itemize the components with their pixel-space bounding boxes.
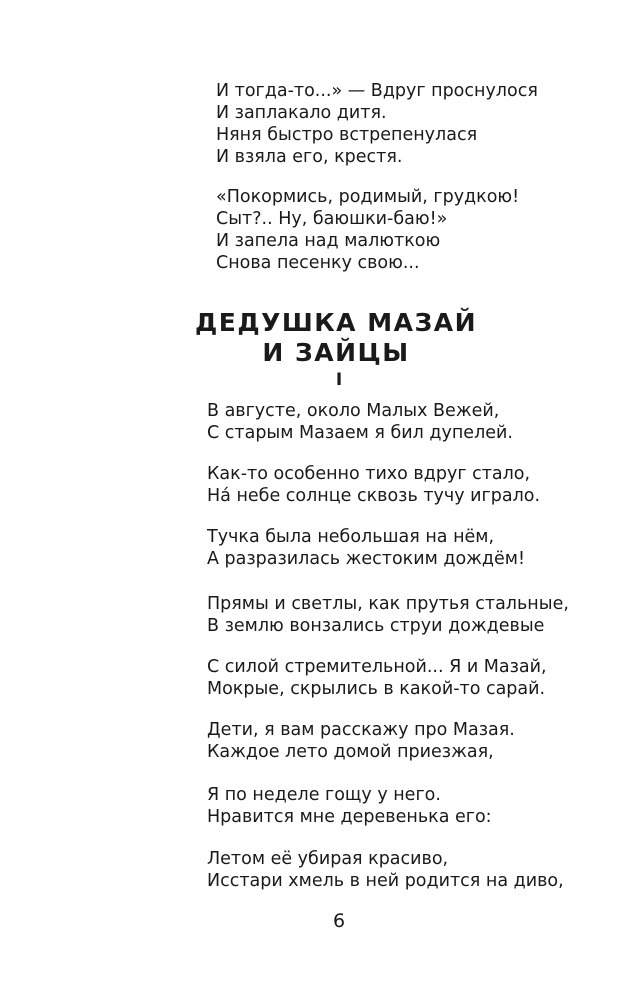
verse-line: Летом её убирая красиво, bbox=[207, 849, 449, 869]
poem-title-line-2: И ЗАЙЦЫ bbox=[262, 338, 410, 367]
poem-title-line-1: ДЕДУШКА МАЗАЙ bbox=[194, 308, 477, 337]
verse-line: И тогда-то...» — Вдруг проснулося bbox=[216, 81, 538, 101]
verse-line: Мокрые, скрылись в какой-то сарай. bbox=[207, 679, 546, 699]
verse-line: И взяла его, крестя. bbox=[216, 147, 403, 167]
verse-line: В августе, около Малых Вежей, bbox=[207, 401, 500, 421]
verse-line: Исстари хмель в ней родится на диво, bbox=[207, 871, 564, 891]
verse-line: Прямы и светлы, как прутья стальные, bbox=[207, 594, 569, 614]
verse-line: В землю вонзались струи дождевые bbox=[207, 616, 545, 636]
verse-line: Я по неделе гощу у него. bbox=[207, 785, 441, 805]
verse-line: Каждое лето домой приезжая, bbox=[207, 742, 494, 762]
verse-line: А разразилась жестоким дождём! bbox=[207, 549, 526, 569]
verse-line: Тучка была небольшая на нём, bbox=[207, 527, 495, 547]
verse-line: Дети, я вам расскажу про Мазая. bbox=[207, 720, 515, 740]
verse-line: И запела над малюткою bbox=[216, 231, 441, 251]
part-number: I bbox=[335, 370, 343, 390]
verse-line: И заплакало дитя. bbox=[216, 103, 387, 123]
verse-line: На́ небе солнце сквозь тучу играло. bbox=[207, 486, 541, 506]
verse-line: С силой стремительной... Я и Мазай, bbox=[207, 657, 547, 677]
verse-line: Нравится мне деревенька его: bbox=[207, 807, 492, 827]
verse-line: С старым Мазаем я бил дупелей. bbox=[207, 423, 513, 443]
verse-line: Снова песенку свою... bbox=[216, 253, 420, 273]
verse-line: Сыт?.. Ну, баюшки-баю!» bbox=[216, 209, 448, 229]
verse-line: Как-то особенно тихо вдруг стало, bbox=[207, 464, 531, 484]
verse-line: Няня быстро встрепенулася bbox=[216, 125, 478, 145]
page-number: 6 bbox=[332, 910, 346, 932]
verse-line: «Покормись, родимый, грудкою! bbox=[216, 187, 520, 207]
